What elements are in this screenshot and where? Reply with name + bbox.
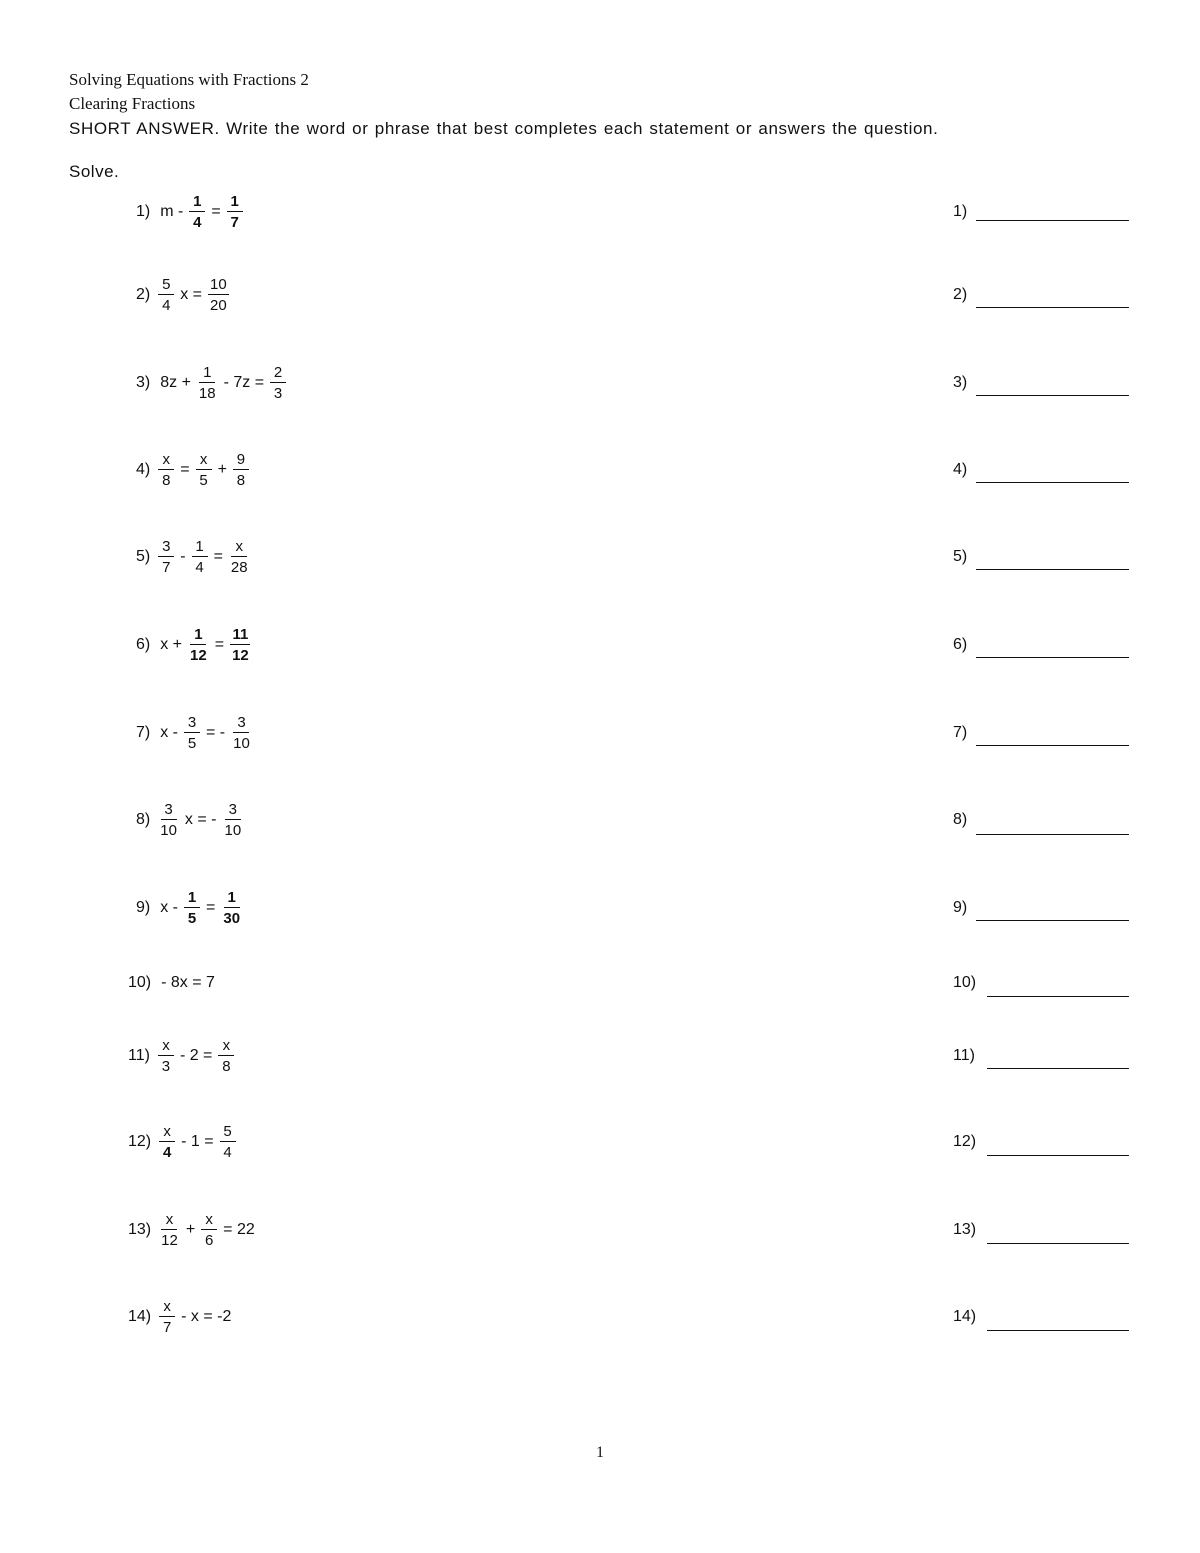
answer-label: 1) [953,203,968,220]
fraction [220,1124,236,1160]
numerator: x [218,1038,234,1056]
denominator: 8 [222,1058,231,1075]
answer-label: 2) [953,286,968,303]
equation [136,353,288,413]
answer-blank[interactable] [987,1243,1129,1244]
fraction [158,802,179,838]
fraction [159,1124,175,1160]
equation-text: - 2 = [179,1047,213,1064]
denominator: 30 [223,910,241,927]
fraction [188,627,209,663]
answer-blank[interactable] [987,1068,1129,1069]
denominator: 7 [230,214,239,231]
numerator: 10 [210,276,227,293]
problem-number: 3) [136,374,151,391]
answer-label: 3) [953,374,968,391]
equation [128,953,219,1013]
fraction [192,539,208,575]
fraction [230,627,251,663]
fraction [227,194,243,230]
problem-11 [0,1026,1200,1086]
numerator: 1 [199,365,215,383]
fraction [158,277,174,313]
equation-text: = [211,203,221,220]
problem-13 [0,1200,1200,1260]
answer-blank[interactable] [976,482,1129,483]
answer-label: 12) [953,1133,977,1150]
denominator: 7 [162,559,171,576]
answer-label: 11) [953,1047,975,1064]
problem-number: 1) [136,203,151,220]
problem-6 [0,615,1200,675]
equation [136,265,231,325]
fraction [222,802,243,838]
numerator: x [161,1212,177,1230]
fraction [184,715,200,751]
fraction [158,1038,174,1074]
denominator: 12 [190,647,207,664]
worksheet-title: Solving Equations with Fractions 2 [69,70,309,89]
problem-10 [0,953,1200,1013]
numerator: 5 [220,1124,236,1142]
answer-blank[interactable] [987,1155,1129,1156]
fraction [270,365,286,401]
numerator: x [159,1299,175,1317]
equation [136,440,251,500]
problem-number: 4) [136,461,151,478]
equation [128,1200,259,1260]
answer-label: 14) [953,1308,977,1325]
answer-blank[interactable] [976,307,1129,308]
numerator: 3 [184,715,200,733]
answer-blank[interactable] [976,920,1129,921]
equation [136,615,253,675]
numerator: x [196,452,212,470]
equation-text: = [214,636,225,653]
problem-14 [0,1287,1200,1347]
denominator: 4 [193,214,202,231]
numerator: 11 [232,626,249,643]
problem-2 [0,265,1200,325]
equation-text: - [180,548,186,565]
answer-blank[interactable] [976,395,1129,396]
denominator: 6 [204,1232,214,1249]
fraction [196,452,212,488]
solve-label: Solve. [69,162,120,181]
problem-number: 11) [128,1047,150,1064]
equation-text: + [217,461,227,478]
equation [128,1026,236,1086]
fraction [159,1299,175,1335]
equation-text: x + [160,636,183,653]
equation-text: = [213,548,223,565]
answer-blank[interactable] [987,1330,1129,1331]
numerator: 1 [184,890,200,908]
numerator: x [201,1212,217,1230]
equation [136,182,245,242]
denominator: 5 [187,735,197,752]
instructions: SHORT ANSWER. Write the word or phrase that best completes each statement or answers the question. [69,119,939,138]
numerator: 5 [158,277,174,295]
fraction [218,1038,234,1074]
denominator: 20 [210,297,227,314]
problem-number: 7) [136,724,151,741]
equation-text: = 22 [223,1221,255,1238]
denominator: 4 [195,559,204,576]
fraction [233,452,249,488]
answer-label: 8) [953,811,968,828]
equation-text: - 7z = [223,374,265,391]
equation-text: + [185,1221,196,1238]
denominator: 5 [199,472,208,489]
numerator: 1 [189,194,205,212]
equation-text: 8z + [160,374,191,391]
numerator: x [158,452,174,470]
answer-blank[interactable] [976,745,1129,746]
fraction [201,1212,217,1248]
denominator: 28 [230,559,248,576]
equation [128,1287,235,1347]
denominator: 4 [162,1144,172,1161]
denominator: 4 [162,297,171,314]
denominator: 10 [233,735,250,752]
fraction [231,715,252,751]
equation-text: x = [180,286,203,303]
fraction [158,452,174,488]
equation-text: x - [160,899,179,916]
equation-text: x = - [184,811,217,828]
denominator: 4 [223,1144,232,1161]
answer-blank[interactable] [976,220,1129,221]
answer-blank[interactable] [976,569,1129,570]
denominator: 5 [187,910,197,927]
numerator: 1 [192,539,208,557]
numerator: 1 [190,627,206,645]
equation [136,703,254,763]
fraction [221,890,242,926]
equation-text: = [206,899,216,916]
numerator: 1 [224,890,240,908]
problem-7 [0,703,1200,763]
numerator: 3 [161,802,177,820]
equation-text: - 1 = [181,1133,214,1150]
denominator: 3 [273,385,283,402]
fraction [229,539,250,575]
denominator: 18 [198,385,216,402]
numerator: x [158,1038,174,1056]
problem-number: 13) [128,1221,152,1238]
answer-blank[interactable] [976,657,1129,658]
equation [128,1112,238,1172]
answer-blank[interactable] [976,834,1129,835]
problem-3 [0,353,1200,413]
answer-blank[interactable] [987,996,1129,997]
fraction [159,1212,180,1248]
problem-number: 12) [128,1133,152,1150]
denominator: 10 [224,822,242,839]
denominator: 3 [161,1058,171,1075]
equation-text: = [180,461,190,478]
denominator: 12 [232,647,249,664]
denominator: 8 [162,472,171,489]
numerator: 3 [225,802,241,820]
fraction [184,890,200,926]
answer-label: 9) [953,899,968,916]
problem-5 [0,527,1200,587]
equation [136,527,252,587]
answer-label: 5) [953,548,968,565]
numerator: 1 [227,194,243,212]
problem-4 [0,440,1200,500]
denominator: 7 [162,1319,172,1336]
numerator: 9 [233,452,249,470]
equation-text: - 8x = 7 [161,974,215,991]
denominator: 12 [161,1232,178,1249]
fraction [197,365,218,401]
numerator: x [159,1124,175,1142]
page-number: 1 [596,1444,604,1461]
equation-text: - x = -2 [181,1308,232,1325]
worksheet-subtitle: Clearing Fractions [69,94,196,113]
problem-12 [0,1112,1200,1172]
problem-number: 6) [136,636,151,653]
answer-label: 10) [953,974,977,991]
fraction [189,194,205,230]
denominator: 10 [160,822,177,839]
problem-9 [0,878,1200,938]
numerator: 3 [233,715,249,733]
answer-label: 4) [953,461,968,478]
problem-8 [0,790,1200,850]
fraction [158,539,174,575]
problem-number: 8) [136,811,151,828]
equation [136,790,245,850]
denominator: 8 [236,472,246,489]
numerator: 3 [158,539,174,557]
numerator: x [231,539,247,557]
answer-label: 13) [953,1221,977,1238]
problem-1 [0,182,1200,242]
equation-text: = - [206,724,226,741]
problem-number: 2) [136,286,151,303]
answer-label: 7) [953,724,968,741]
equation-text: m - [160,203,184,220]
equation [136,878,244,938]
problem-number: 5) [136,548,151,565]
numerator: 2 [270,365,286,383]
answer-label: 6) [953,636,968,653]
problem-number: 10) [128,974,152,991]
problem-number: 9) [136,899,151,916]
equation-text: x - [160,724,179,741]
fraction [208,277,229,313]
problem-number: 14) [128,1308,152,1325]
